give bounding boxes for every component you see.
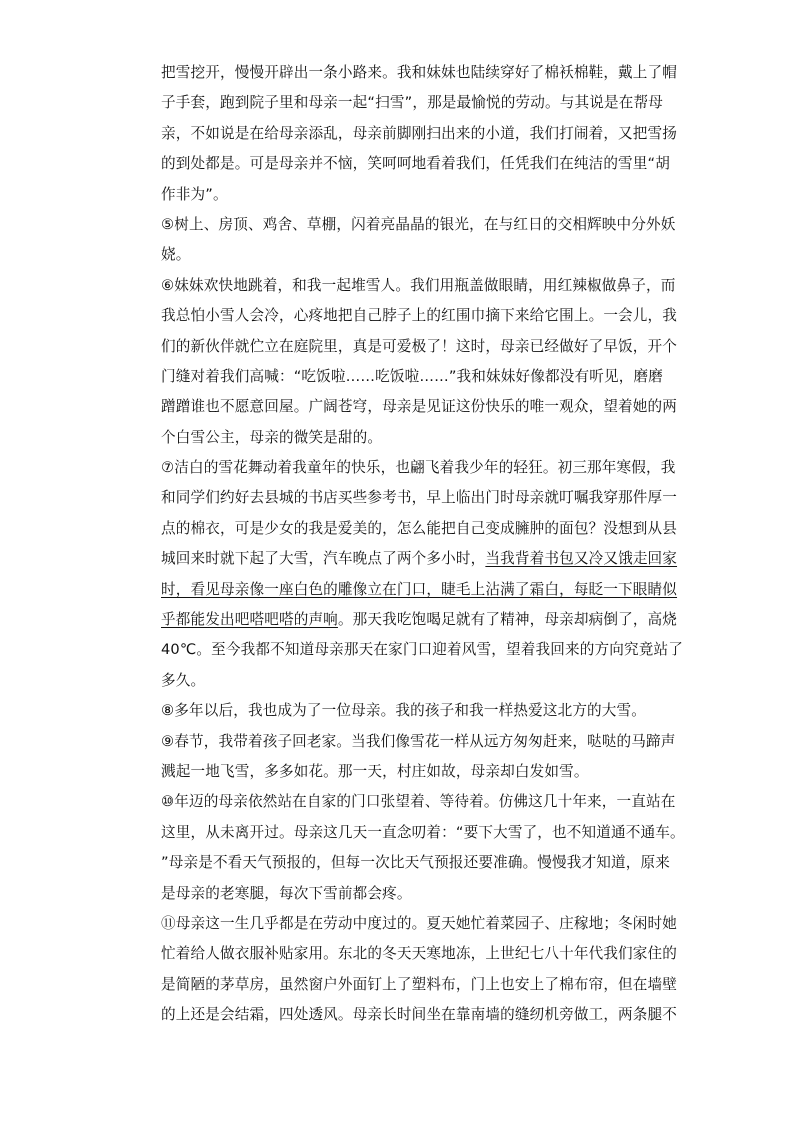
- text-line: [161, 514, 678, 544]
- text-segment: 点的棉衣，可是少女的我是爱美的，怎么能把自己变成臃肿的面包？没想到从县: [161, 519, 678, 537]
- text-segment: 把雪挖开，慢慢开辟出一条小路来。我和妹妹也陆续穿好了棉袄棉鞋，戴上了帽: [161, 64, 678, 81]
- text-segment: 子手套，跑到院子里和母亲一起“扫雪”，那是最愉悦的劳动。与其说是在帮母: [161, 94, 663, 112]
- text-line: [161, 88, 661, 118]
- text-line: [161, 149, 671, 179]
- text-segment: 蹭蹭谁也不愿意回屋。广阔苍穹，母亲是见证这份快乐的唯一观众，望着她的两: [161, 398, 678, 416]
- text-segment: 门缝对着我们高喊：“吃饭啦……吃饭啦……”我和妹妹好像都没有听见，磨磨: [161, 367, 663, 385]
- text-segment: ⑤树上、房顶、鸡舍、草棚，闪着亮晶晶的银光，在与红日的交相辉映中分外妖: [161, 215, 676, 233]
- text-segment: ⑧多年以后，我也成为了一位母亲。我的孩子和我一样热爱这北方的大雪。: [161, 702, 647, 720]
- text-line: [161, 970, 678, 1000]
- text-line: [161, 180, 661, 210]
- article-body: [161, 58, 685, 1031]
- text-line: [161, 240, 661, 270]
- text-line: [161, 453, 676, 483]
- text-line: [161, 575, 678, 605]
- text-segment: 的到处都是。可是母亲并不恼，笑呵呵地看着我们，任凭我们在纯洁的雪里“胡: [161, 155, 671, 173]
- text-segment: ⑩年迈的母亲依然站在自家的门口张望着、等待着。仿佛这几十年来，一直站在: [161, 793, 676, 811]
- text-line: [161, 818, 685, 848]
- text-line: [161, 696, 661, 726]
- text-segment: 溅起一地飞雪，多多如花。那一天，村庄如故，母亲却白发如雪。: [161, 762, 589, 780]
- text-segment: 城回来时就下起了大雪，汽车晚点了两个多小时，: [161, 550, 486, 568]
- text-line: [161, 332, 678, 362]
- text-line: [161, 483, 678, 513]
- text-segment: 40℃。至今我都不知道母亲那天在家门口迎着风雪，望着我回来的方向究竟站了: [161, 641, 683, 659]
- text-segment: 亲，不如说是在给母亲添乱，母亲前脚刚扫出来的小道，我们打闹着，又把雪扬: [161, 124, 678, 142]
- text-segment: 忙着给人做衣服补贴家用。东北的冬天天寒地冻，上世纪七八十年代我们家住的: [161, 945, 678, 963]
- text-line: [161, 119, 678, 149]
- text-segment: 是母亲的老寒腿，每次下雪前都会疼。: [161, 884, 412, 902]
- text-line: [161, 879, 661, 909]
- text-line: [161, 392, 678, 422]
- text-segment: 娆。: [161, 246, 191, 264]
- text-line: [161, 210, 676, 240]
- text-line: [161, 939, 678, 969]
- text-line: [161, 909, 678, 939]
- text-segment: 我总怕小雪人会冷，心疼地把自己脖子上的红围巾摘下来给它围上。一会儿，我: [161, 307, 678, 325]
- text-segment: 和同学们约好去县城的书店买些参考书，早上临出门时母亲就叮嘱我穿那件厚一: [161, 489, 678, 507]
- text-line: [161, 362, 661, 392]
- text-segment: ⑪母亲这一生几乎都是在劳动中度过的。夏天她忙着菜园子、庄稼地；冬闲时她: [161, 914, 678, 932]
- text-line: [161, 635, 683, 665]
- underlined-text: 时，看见母亲像一座白色的雕像立在门口，睫毛上沾满了霜白，每眨一下眼睛似: [161, 580, 678, 598]
- text-line: [161, 1000, 678, 1030]
- text-segment: 这里，从未离开过。母亲这几天一直念叨着：“要下大雪了，也不知道通不通车。: [161, 823, 685, 841]
- text-segment: ”母亲是不看天气预报的，但每一次比天气预报还要准确。慢慢我才知道，原来: [161, 854, 671, 872]
- text-segment: 个白雪公主，母亲的微笑是甜的。: [161, 428, 383, 446]
- text-segment: 作非为”。: [161, 185, 228, 203]
- text-line: [161, 271, 676, 301]
- text-line: [161, 544, 678, 574]
- text-line: [161, 605, 678, 635]
- text-line: [161, 58, 678, 88]
- text-segment: 的上还是会结霜，四处透风。母亲长时间坐在靠南墙的缝纫机旁做工，两条腿不: [161, 1006, 678, 1024]
- text-line: [161, 757, 661, 787]
- text-line: [161, 787, 676, 817]
- text-line: [161, 666, 661, 696]
- text-line: [161, 301, 678, 331]
- text-segment: 们的新伙伴就伫立在庭院里，真是可爱极了！这时，母亲已经做好了早饭，开个: [161, 337, 678, 355]
- text-line: [161, 848, 671, 878]
- text-segment: 多久。: [161, 671, 206, 689]
- text-segment: ⑨春节，我带着孩子回老家。当我们像雪花一样从远方匆匆赶来，哒哒的马蹄声: [161, 732, 676, 750]
- text-segment: ⑥妹妹欢快地跳着，和我一起堆雪人。我们用瓶盖做眼睛，用红辣椒做鼻子，而: [161, 276, 676, 294]
- underlined-text: 乎都能发出吧嗒吧嗒的声响: [161, 611, 338, 629]
- text-segment: 是简陋的茅草房，虽然窗户外面钉上了塑料布，门上也安上了棉布帘，但在墙壁: [161, 975, 678, 993]
- text-segment: 。那天我吃饱喝足就有了精神，母亲却病倒了，高烧: [337, 611, 678, 629]
- text-line: [161, 423, 661, 453]
- text-line: [161, 727, 676, 757]
- text-segment: ⑦洁白的雪花舞动着我童年的快乐，也翩飞着我少年的轻狂。初三那年寒假，我: [161, 459, 676, 477]
- underlined-text: 当我背着书包又冷又饿走回家: [485, 550, 678, 568]
